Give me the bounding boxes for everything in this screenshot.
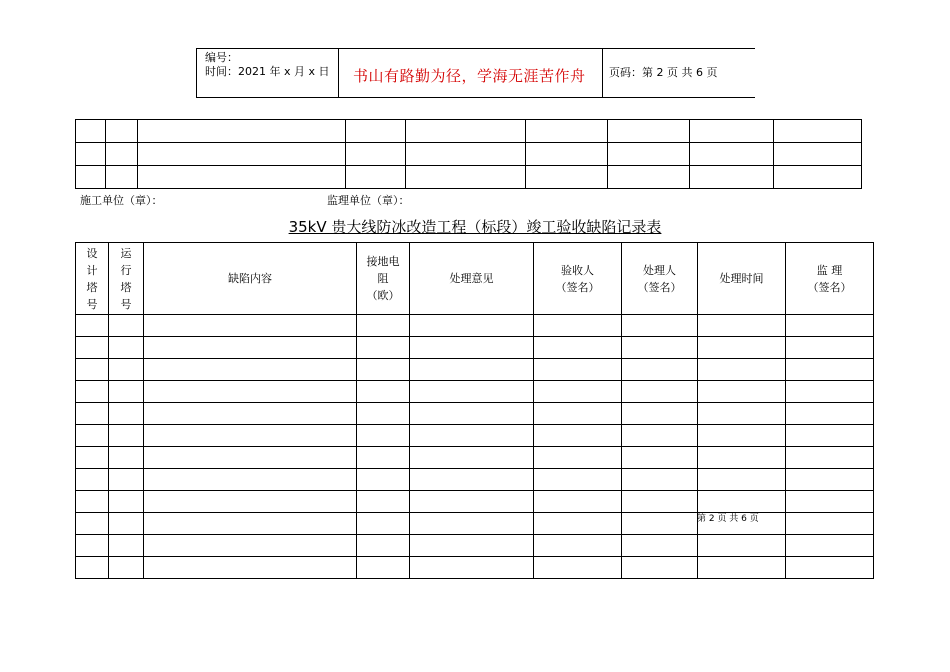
col-acceptor-signature: 验收人 （签名）: [534, 243, 622, 315]
col-handler-signature: 处理人 （签名）: [622, 243, 698, 315]
col-defect-content: 缺陷内容: [144, 243, 357, 315]
serial-label: 编号：: [205, 51, 238, 64]
col-design-tower-no: 设 计 塔 号: [76, 243, 109, 315]
table-row: [76, 359, 874, 381]
table-row: [76, 403, 874, 425]
table-row: [76, 143, 862, 166]
construction-unit-label: 施工单位（章）：: [80, 194, 163, 207]
table-row: [76, 166, 862, 189]
motto-text: 书山有路勤为径，学海无涯苦作舟: [353, 67, 586, 85]
header-meta-cell: [196, 49, 339, 97]
table-row: [76, 381, 874, 403]
page-title-text: 35kV 贵大线防冰改造工程（标段）竣工验收缺陷记录表: [288, 218, 662, 236]
col-operation-tower-no: 运 行 塔 号: [109, 243, 144, 315]
col-grounding-resistance: 接地电 阻 （欧）: [357, 243, 410, 315]
previous-table-rows: [75, 119, 862, 189]
table-row: [76, 535, 874, 557]
table-row: [76, 120, 862, 143]
col-handling-opinion: 处理意见: [410, 243, 534, 315]
time-label: 时间：2021 年 x 月 x 日: [205, 65, 330, 78]
col-handling-time: 处理时间: [698, 243, 786, 315]
col-supervisor-signature: 监 理 （签名）: [786, 243, 874, 315]
header-motto-cell: [338, 49, 603, 97]
table-row: [76, 447, 874, 469]
table-row: [76, 491, 874, 513]
header-page-cell: [602, 49, 756, 97]
supervision-unit-label: 监理单位（章）：: [327, 194, 410, 207]
page-code: 页码：第 2 页 共 6 页: [609, 66, 718, 79]
page-number: 第 2 页 共 6 页: [697, 514, 759, 524]
table-row: [76, 315, 874, 337]
table-row: [76, 469, 874, 491]
page-title: [0, 216, 950, 237]
table-row: [76, 425, 874, 447]
document-header: [196, 48, 755, 98]
table-row: [76, 557, 874, 579]
table-header-row: [76, 243, 874, 315]
defect-record-table: [75, 242, 874, 579]
table-row: [76, 337, 874, 359]
